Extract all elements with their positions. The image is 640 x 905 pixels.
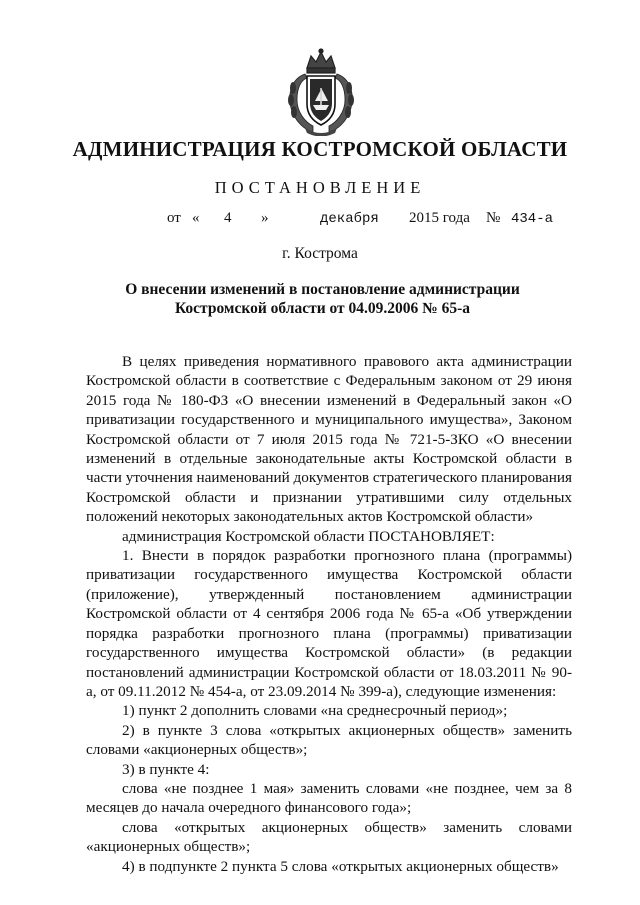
document-number: 434-а [511,211,554,227]
organization-title: АДМИНИСТРАЦИЯ КОСТРОМСКОЙ ОБЛАСТИ [72,137,568,161]
document-body [86,352,572,876]
body-paragraph: 2) в пункте 3 слова «открытых акционерных обществ» заменить словами «акционерных обществ»; [86,721,572,759]
date-quote-close: » [261,210,269,226]
body-paragraph: 4) в подпункте 2 пункта 5 слова «открытых акционерных обществ» [122,857,559,875]
date-prefix: от [167,210,181,226]
body-paragraph: администрация Костромской области ПОСТАНОВЛЯЕТ: [122,527,495,545]
subject-line-1: О внесении изменений в постановление администрации [125,281,520,298]
date-month: декабря [320,211,379,227]
date-quote-open: « [192,210,200,226]
document-type: ПОСТАНОВЛЕНИЕ [214,178,426,197]
date-day: 4 [224,210,232,226]
document-subject [95,280,550,318]
body-paragraph: слова «не позднее 1 мая» заменить словами «не позднее, чем за 8 месяцев до начала очередного финансового года»; [86,779,572,817]
body-paragraph: В целях приведения нормативного правового акта администрации Костромской области в соответствие с Федеральным законом от 29 июня 2015 года № 180-ФЗ «О внесении изменений в Федеральный закон «О приватизации государственного и муниципального имущества», Законом Костромской области от 7 июля 2015 года № 721-5-ЗКО «О внесении изменений в отдельные законодательные акты Костромской области в части уточнения наименований документов стратегического планирования Костромской области и признании утратившими силу отдельных положений некоторых законодательных актов Костромской области» [86,353,572,526]
body-paragraph: 3) в пункте 4: [122,760,210,778]
body-paragraph: 1. Внести в порядок разработки прогнозного плана (программы) приватизации государственного имущества Костромской области (приложение), утвержденный постановлением администрации Костромской области от 4 сентября 2006 года № 65-а «Об утверждении порядка разработки прогнозного плана (программы) приватизации государственного имущества Костромской области» (в редакции постановлений администрации Костромской области от 18.03.2011 № 90-а, от 09.11.2012 № 454-а, от 23.09.2014 № 399-а), следующие изменения: [86,547,572,700]
coat-of-arms-emblem [283,48,359,136]
city: г. Кострома [282,245,358,262]
subject-line-2: Костромской области от 04.09.2006 № 65-а [174,300,471,317]
body-paragraph: 1) пункт 2 дополнить словами «на среднесрочный период»; [122,702,508,720]
body-paragraph: слова «открытых акционерных обществ» заменить словами «акционерных обществ»; [86,818,572,856]
date-year: 2015 года [409,210,470,226]
number-sign: № [486,210,501,226]
